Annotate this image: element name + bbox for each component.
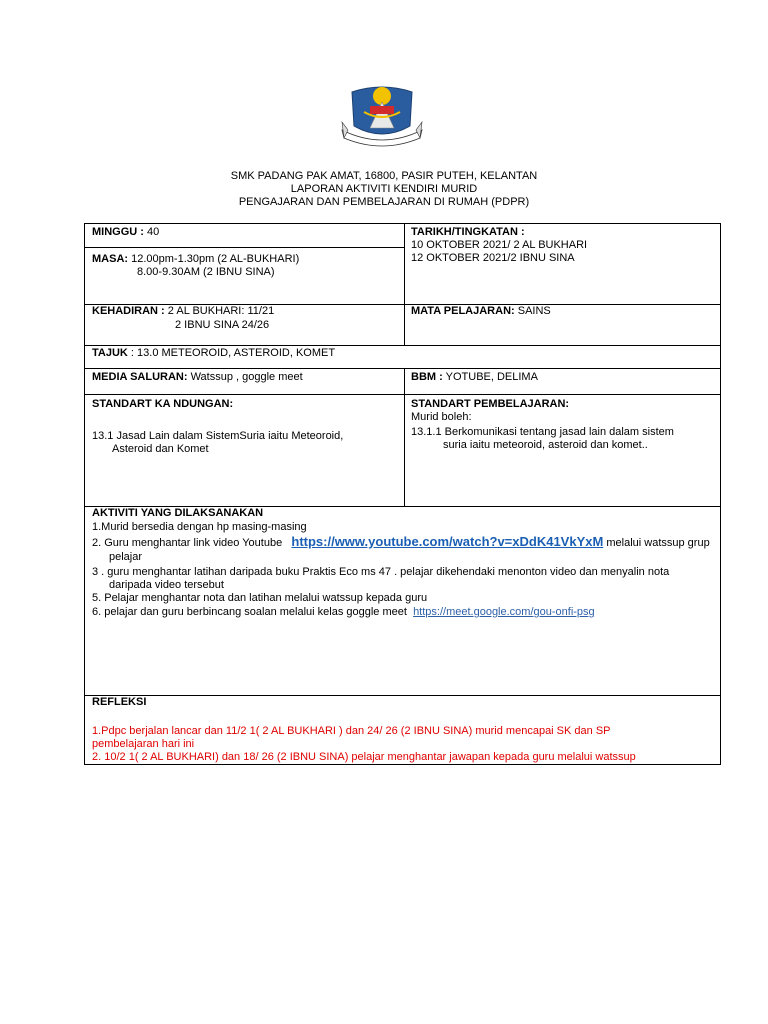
- kehadiran-row: [92, 305, 274, 318]
- masa-line1: 12.00pm-1.30pm (2 AL-BUKHARI): [128, 253, 300, 265]
- aktiviti-item-6-text: 6. pelajar dan guru berbincang soalan melalui kelas goggle meet: [92, 606, 407, 618]
- youtube-link[interactable]: https://www.youtube.com/watch?v=xDdK41VkYxM: [291, 534, 604, 549]
- aktiviti-item-3-cont: daripada video tersebut: [109, 579, 224, 591]
- refleksi-label: REFLEKSI: [92, 696, 147, 708]
- google-meet-link[interactable]: https://meet.google.com/gou-onfi-psg: [413, 606, 595, 618]
- media-value: Watssup , goggle meet: [187, 371, 303, 383]
- refleksi-line3: 2. 10/2 1( 2 AL BUKHARI) dan 18/ 26 (2 IBNU SINA) pelajar menghantar jawapan kepada guru melalui watssup: [92, 751, 636, 763]
- minggu-row: [92, 226, 159, 239]
- divider: [404, 368, 405, 506]
- school-crest-logo: [340, 82, 424, 148]
- kehadiran-label: KEHADIRAN :: [92, 305, 165, 317]
- media-row: [92, 371, 303, 384]
- divider: [404, 224, 405, 345]
- minggu-value: 40: [143, 226, 160, 238]
- mata-pelajaran-value: SAINS: [514, 305, 551, 317]
- divider: [85, 394, 720, 395]
- divider: [85, 247, 404, 248]
- standart-pembelajaran-label: STANDART PEMBELAJARAN:: [411, 398, 570, 410]
- tajuk-value: : 13.0 METEOROID, ASTEROID, KOMET: [127, 347, 336, 359]
- pdpr-title: PENGAJARAN DAN PEMBELAJARAN DI RUMAH (PDPR): [238, 196, 530, 208]
- tarikh-line2: 12 OKTOBER 2021/2 IBNU SINA: [411, 252, 575, 264]
- bbm-row: [411, 371, 538, 384]
- aktiviti-item-5: 5. Pelajar menghantar nota dan latihan melalui watssup kepada guru: [92, 592, 428, 604]
- divider: [85, 345, 720, 346]
- minggu-label: MINGGU :: [92, 226, 144, 238]
- divider: [85, 368, 720, 369]
- tajuk-row: [92, 347, 335, 360]
- kehadiran-line2: 2 IBNU SINA 24/26: [175, 319, 270, 331]
- refleksi-line2: pembelajaran hari ini: [92, 738, 195, 750]
- kehadiran-line1: 2 AL BUKHARI: 11/21: [164, 305, 275, 317]
- aktiviti-item-6: [92, 606, 595, 619]
- divider: [85, 695, 720, 696]
- aktiviti-label: AKTIVITI YANG DILAKSANAKAN: [92, 507, 264, 519]
- activity-report-table: [84, 223, 721, 765]
- refleksi-line1: 1.Pdpc berjalan lancar dan 11/2 1( 2 AL BUKHARI ) dan 24/ 26 (2 IBNU SINA) murid mencapai SK dan SP: [92, 725, 611, 737]
- aktiviti-item-2-cont: pelajar: [109, 551, 143, 563]
- aktiviti-item-2-suffix: melalui watssup grup: [603, 537, 710, 549]
- standart-kandungan-line2: Asteroid dan Komet: [112, 443, 209, 455]
- report-title: LAPORAN AKTIVITI KENDIRI MURID: [290, 183, 478, 195]
- standart-kandungan-label: STANDART KA NDUNGAN:: [92, 398, 234, 410]
- tarikh-line1: 10 OKTOBER 2021/ 2 AL BUKHARI: [411, 239, 588, 251]
- standart-pembelajaran-line3: suria iaitu meteoroid, asteroid dan komet..: [443, 439, 648, 451]
- masa-line2: 8.00-9.30AM (2 IBNU SINA): [137, 266, 275, 278]
- tajuk-label: TAJUK: [92, 347, 128, 359]
- masa-label: MASA:: [92, 253, 129, 265]
- aktiviti-item-3: 3 . guru menghantar latihan daripada buku Praktis Eco ms 47 . pelajar dikehendaki menonton video dan menyalin nota: [92, 566, 670, 578]
- media-label: MEDIA SALURAN:: [92, 371, 188, 383]
- aktiviti-item-1: 1.Murid bersedia dengan hp masing-masing: [92, 521, 307, 533]
- tarikh-label: TARIKH/TINGKATAN :: [411, 226, 525, 238]
- masa-row: [92, 253, 299, 266]
- school-name: SMK PADANG PAK AMAT, 16800, PASIR PUTEH, KELANTAN: [230, 170, 538, 182]
- standart-pembelajaran-line1: Murid boleh:: [411, 411, 472, 423]
- standart-pembelajaran-line2: 13.1.1 Berkomunikasi tentang jasad lain dalam sistem: [411, 426, 674, 438]
- aktiviti-item-2-text: 2. Guru menghantar link video Youtube: [92, 537, 283, 549]
- bbm-value: YOTUBE, DELIMA: [442, 371, 538, 383]
- bbm-label: BBM :: [411, 371, 443, 383]
- mata-pelajaran-row: [411, 305, 551, 318]
- mata-pelajaran-label: MATA PELAJARAN:: [411, 305, 515, 317]
- standart-kandungan-line1: 13.1 Jasad Lain dalam SistemSuria iaitu Meteoroid,: [92, 430, 344, 442]
- aktiviti-item-2: [92, 535, 710, 550]
